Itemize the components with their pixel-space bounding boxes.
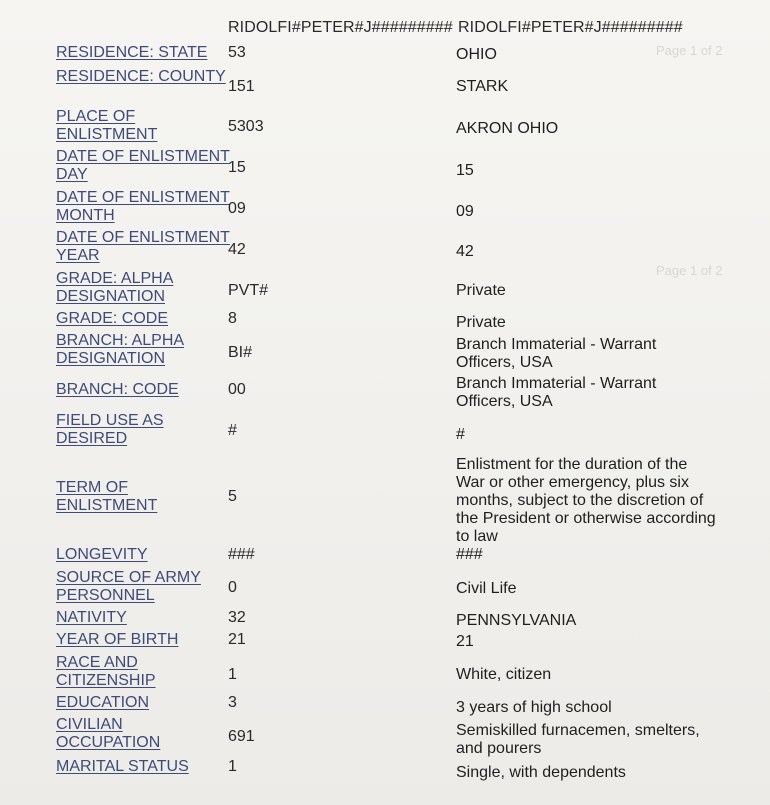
field-label[interactable]: YEAR OF BIRTH: [56, 631, 179, 648]
field-code: 151: [228, 78, 255, 95]
field-meaning: OHIO: [456, 46, 497, 63]
field-label[interactable]: RESIDENCE: COUNTY: [56, 68, 226, 85]
field-meaning: AKRON OHIO: [456, 120, 559, 137]
field-meaning: Branch Immaterial - Warrant Officers, USA: [456, 336, 657, 371]
field-label[interactable]: SOURCE OF ARMY PERSONNEL: [56, 569, 201, 604]
field-meaning: 21: [456, 633, 474, 650]
record-header: [228, 19, 683, 37]
field-code: BI#: [228, 344, 253, 361]
field-code: #: [228, 422, 237, 439]
field-code: 00: [228, 381, 246, 398]
field-code: PVT#: [228, 282, 269, 299]
field-meaning: Private: [456, 314, 506, 331]
field-code: 0: [228, 579, 237, 596]
field-meaning: Private: [456, 282, 506, 299]
field-meaning: ###: [456, 546, 483, 563]
field-label[interactable]: MARITAL STATUS: [56, 758, 189, 775]
field-meaning: 42: [456, 243, 474, 260]
field-meaning: #: [456, 426, 465, 443]
field-meaning: Semiskilled furnacemen, smelters, and pourers: [456, 722, 700, 757]
field-label[interactable]: RESIDENCE: STATE: [56, 44, 208, 61]
field-code: 5303: [228, 118, 264, 135]
field-code: 691: [228, 728, 255, 745]
field-code: 5: [228, 488, 237, 505]
field-label[interactable]: FIELD USE AS DESIRED: [56, 412, 164, 447]
field-meaning: 3 years of high school: [456, 699, 612, 716]
field-meaning: PENNSYLVANIA: [456, 612, 577, 629]
field-meaning: 15: [456, 162, 474, 179]
field-code: 42: [228, 241, 246, 258]
field-code: 32: [228, 609, 246, 626]
field-meaning: Civil Life: [456, 580, 517, 597]
field-label[interactable]: BRANCH: ALPHA DESIGNATION: [56, 332, 185, 367]
field-code: 15: [228, 159, 246, 176]
field-code: 1: [228, 666, 237, 683]
bleed-through-page-number: Page 1 of 2: [656, 263, 723, 278]
field-label[interactable]: NATIVITY: [56, 609, 127, 626]
field-label[interactable]: GRADE: ALPHA DESIGNATION: [56, 270, 174, 305]
field-code: 8: [228, 310, 237, 327]
field-meaning: White, citizen: [456, 666, 552, 683]
field-label[interactable]: TERM OF ENLISTMENT: [56, 479, 158, 514]
field-meaning: Enlistment for the duration of the War or other emergency, plus six months, subject to the discretion of the President or otherwise according to law: [456, 456, 716, 545]
field-code: 3: [228, 694, 237, 711]
field-label[interactable]: CIVILIAN OCCUPATION: [56, 716, 161, 751]
field-code: ###: [228, 546, 255, 563]
field-label[interactable]: BRANCH: CODE: [56, 381, 179, 398]
field-meaning: 09: [456, 203, 474, 220]
field-label[interactable]: GRADE: CODE: [56, 310, 169, 327]
field-label[interactable]: RACE AND CITIZENSHIP: [56, 654, 156, 689]
field-label[interactable]: DATE OF ENLISTMENT DAY: [56, 148, 230, 183]
field-label[interactable]: PLACE OF ENLISTMENT: [56, 108, 158, 143]
field-code: 09: [228, 200, 246, 217]
field-label[interactable]: DATE OF ENLISTMENT MONTH: [56, 189, 230, 224]
field-meaning: Branch Immaterial - Warrant Officers, USA: [456, 375, 657, 410]
field-code: 1: [228, 758, 237, 775]
name-code: RIDOLFI#PETER#J#########: [228, 19, 453, 36]
field-meaning: STARK: [456, 78, 509, 95]
field-label[interactable]: LONGEVITY: [56, 546, 148, 563]
field-code: 21: [228, 631, 246, 648]
name-meaning: RIDOLFI#PETER#J#########: [458, 19, 683, 36]
bleed-through-page-number: Page 1 of 2: [656, 43, 723, 58]
field-label[interactable]: DATE OF ENLISTMENT YEAR: [56, 229, 230, 264]
field-code: 53: [228, 44, 246, 61]
field-label[interactable]: EDUCATION: [56, 694, 150, 711]
field-meaning: Single, with dependents: [456, 764, 626, 781]
